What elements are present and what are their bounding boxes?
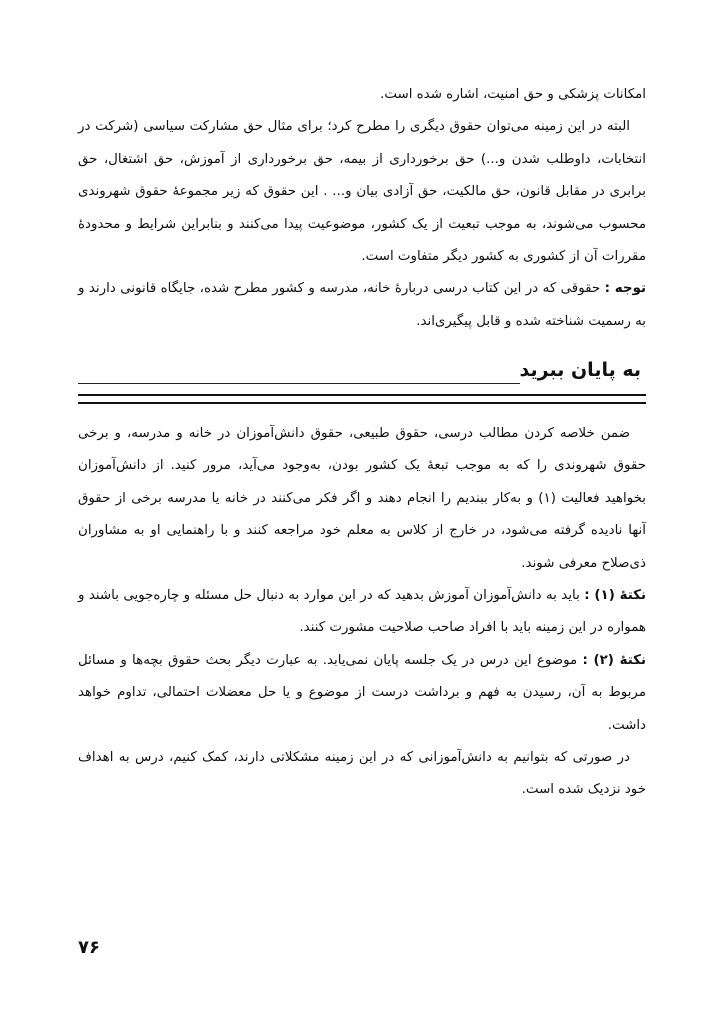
paragraph-note: [78, 273, 646, 338]
paragraph-other-rights: البته در این زمینه می‌توان حقوق دیگری را مطرح کرد؛ برای مثال حق مشارکت سیاسی (شرکت در انتخابات، داوطلب شدن و...) حق برخورداری از بیمه، حق برخورداری از آموزش، حق اشتغال، حق برابری در مقابل قانون، حق مالکیت، حق آزادی بیان و... . این حقوق که زیر مجموعهٔ حقوق شهروندی محسوب می‌شوند، به موجب تبعیت از یک کشور، موضوعیت پیدا می‌کنند و بنابراین شرایط و محدودهٔ مقررات آن از کشوری به کشور دیگر متفاوت است.: [78, 119, 646, 265]
heading-underline: [78, 383, 520, 384]
bottom-text-block: [78, 418, 646, 807]
note-1-text: باید به دانش‌آموزان آموزش بدهید که در این موارد به دنبال حل مسئله و چاره‌جویی باشند و همواره در این زمینه باید با افراد صاحب صلاحیت مشورت کنند.: [78, 588, 646, 636]
note-2-text: موضوع این درس در یک جلسه پایان نمی‌یابد. به عبارت دیگر بحث حقوق بچه‌ها و مسائل مربوط به آن، رسیدن به فهم و برداشت درست از موضوع و یا حل معضلات احتمالی، تداوم خواهد داشت.: [78, 652, 646, 733]
top-text-block: [78, 79, 646, 338]
paragraph-summary: ضمن خلاصه کردن مطالب درسی، حقوق طبیعی، حقوق دانش‌آموزان در خانه و مدرسه، و برخی حقوق شهروندی را که به موجب تبعهٔ یک کشور بودن، به‌وجود می‌آید، مرور کنید. از دانش‌آموزان بخواهید فعالیت (۱) و به‌کار ببندیم را انجام دهند و اگر فکر می‌کنند در خانه یا مدرسه برخی از حقوق آنها نادیده گرفته می‌شود، در خارج از کلاس به معلم خود مراجعه کنند و با راهنمایی او به مشاوران ذی‌صلاح معرفی شوند.: [78, 426, 646, 571]
paragraph-note-1: [78, 580, 646, 645]
note-2-label: نکتهٔ (۲) :: [582, 652, 646, 668]
section-divider-2: [78, 402, 646, 404]
paragraph-continuation: امکانات پزشکی و حق امنیت، اشاره شده است.: [380, 87, 646, 102]
note-1-label: نکتهٔ (۱) :: [584, 588, 646, 604]
paragraph-note-2: [78, 645, 646, 742]
paragraph-conclusion: در صورتی که بتوانیم به دانش‌آموزانی که در این زمینه مشکلاتی دارند، کمک کنیم، درس به اهداف خود نزدیک شده است.: [78, 750, 646, 798]
section-heading: به پایان ببرید: [519, 359, 641, 381]
note-label: توجه :: [604, 281, 646, 297]
section-divider-1: [78, 394, 646, 396]
note-text: حقوقی که در این کتاب درسی دربارهٔ خانه، مدرسه و کشور مطرح شده، جایگاه قانونی دارند و به رسمیت شناخته شده و قابل پیگیری‌اند.: [78, 281, 646, 329]
page-number: ۷۶: [78, 937, 100, 958]
